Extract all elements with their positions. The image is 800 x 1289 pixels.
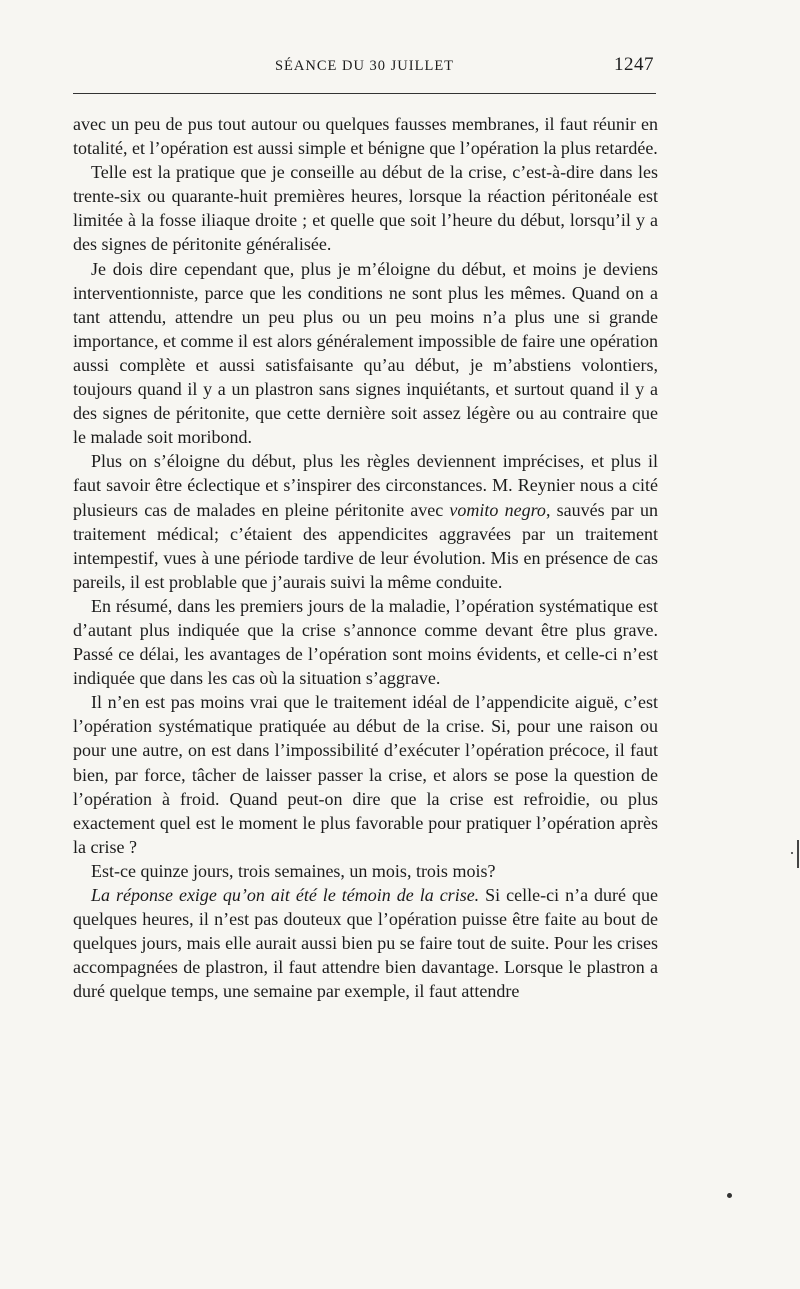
paragraph xyxy=(73,594,658,690)
header-rule xyxy=(73,93,656,94)
paragraph xyxy=(73,112,658,160)
ink-speck xyxy=(727,1193,732,1198)
running-title: SÉANCE DU 30 JUILLET xyxy=(274,58,455,74)
text-run: En résumé, dans les premiers jours de la maladie, l’opération systématique est d’autant plus indiquée que la crise s’annonce comme devant être plus grave. Passé ce délai, les avantages de l’opération sont moins évidents, et celle-ci n’est indiquée que dans les cas où la situation s’aggrave. xyxy=(73,595,658,689)
ink-speck xyxy=(791,852,793,854)
italic-text: La réponse exige qu’on ait été le témoin de la crise. xyxy=(91,885,480,905)
paragraph xyxy=(73,160,658,256)
running-head xyxy=(73,54,656,78)
paragraph xyxy=(73,690,658,859)
text-run: avec un peu de pus tout autour ou quelques fausses membranes, il faut réunir en totalité, et l’opération est aussi simple et bénigne que l’opération la plus retardée. xyxy=(73,114,658,159)
text-run: Telle est la pratique que je conseille au début de la crise, c’est-à-dire dans les trente-six ou quarante-huit premières heures, lorsque la réaction péritonéale est limitée à la fosse iliaque droite ; et quelle que soit l’heure du début, lorsqu’il y a des signes de péritonite généralisée. xyxy=(73,162,658,255)
body-text xyxy=(73,112,658,1003)
paragraph xyxy=(73,257,658,450)
text-run: , sauvés par un traitement médical; c’étaient des appendicites aggravées par un traitement intempestif, vues à une période tardive de leur évolution. Mis en présence de cas pareils, il est problable que j’aurais suivi la même conduite. xyxy=(73,499,658,592)
edge-mark xyxy=(797,840,799,868)
text-run: Si celle-ci n’a duré que quelques heures, il n’est pas douteux que l’opération puisse être faite au bout de quelques jours, mais elle aurait aussi bien pu se faire tout de suite. Pour les crises accompagnées de plastron, il faut attendre bien davantage. Lorsque le plastron a duré quelque temps, une semaine par exemple, il faut attendre xyxy=(73,885,659,1002)
text-run: Il n’en est pas moins vrai que le traitement idéal de l’appendicite aiguë, c’est l’opération systématique pratiquée au début de la crise. Si, pour une raison ou pour une autre, on est dans l’impossibilité d’exécuter l’opération précoce, il faut bien, par force, tâcher de laisser passer la crise, et alors se pose la question de l’opération à froid. Quand peut-on dire que la crise est refroidie, ou plus exactement quel est le moment le plus favorable pour pratiquer l’opération après la crise ? xyxy=(73,692,658,857)
paragraph xyxy=(73,859,658,883)
text-run: Plus on s’éloigne du début, plus les règles deviennent imprécises, et plus il faut savoir être éclectique et s’inspirer des circonstances. M. Reynier nous a cité plusieurs cas de malades en pleine péritonite avec xyxy=(73,451,658,520)
page-number: 1247 xyxy=(614,54,654,75)
paragraph xyxy=(73,449,658,594)
italic-text: vomito negro xyxy=(449,499,546,520)
text-run: Est-ce quinze jours, trois semaines, un mois, trois mois? xyxy=(91,860,496,881)
paragraph xyxy=(73,883,658,1003)
text-run: Je dois dire cependant que, plus je m’éloigne du début, et moins je deviens interventionniste, parce que les conditions ne sont plus les mêmes. Quand on a tant attendu, attendre un peu plus ou un peu moins n’a plus une si grande importance, et comme il est alors généralement impossible de faire une opération aussi complète et aussi satisfaisante qu’au début, je m’abstiens volontiers, toujours quand il y a un plastron sans signes inquiétants, et surtout quand il y a des signes de péritonite, que cette dernière soit assez légère ou au contraire que le malade soit moribond. xyxy=(73,258,658,448)
